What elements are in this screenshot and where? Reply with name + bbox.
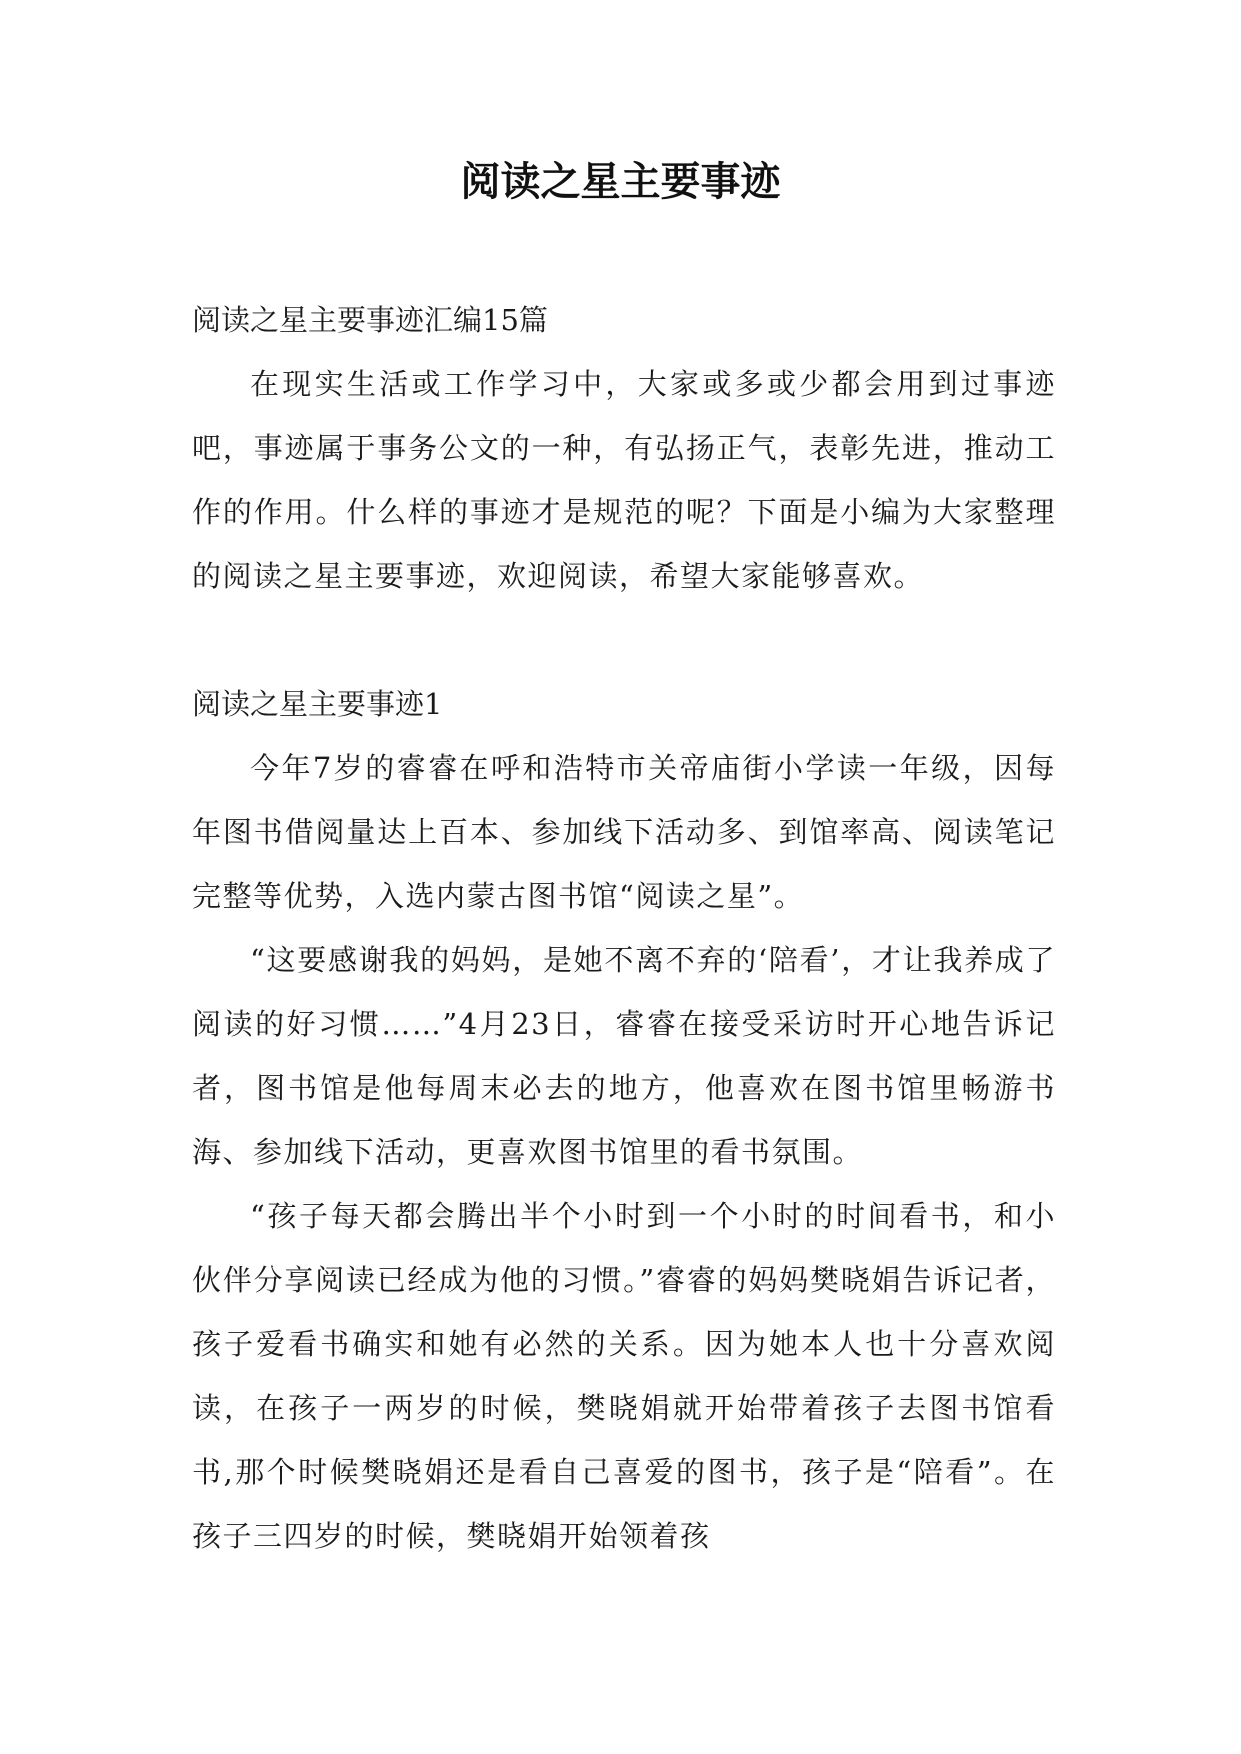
section-spacer (192, 608, 1056, 672)
intro-paragraph: 在现实生活或工作学习中，大家或多或少都会用到过事迹吧，事迹属于事务公文的一种，有弘扬正气，表彰先进，推动工作的作用。什么样的事迹才是规范的呢？下面是小编为大家整理的阅读之星主要事迹，欢迎阅读，希望大家能够喜欢。 (192, 367, 1056, 593)
section-heading: 阅读之星主要事迹1 (192, 687, 443, 721)
body-paragraph: “这要感谢我的妈妈，是她不离不弃的‘陪看’，才让我养成了阅读的好习惯……”4月23日，睿睿在接受采访时开心地告诉记者，图书馆是他每周末必去的地方，他喜欢在图书馆里畅游书海、参加线下活动，更喜欢图书馆里的看书氛围。 (192, 943, 1056, 1169)
document-body (192, 288, 1056, 1568)
page-title: 阅读之星主要事迹 (460, 158, 781, 205)
document-subtitle: 阅读之星主要事迹汇编15篇 (192, 303, 548, 337)
body-paragraph: “孩子每天都会腾出半个小时到一个小时的时间看书，和小伙伴分享阅读已经成为他的习惯。”睿睿的妈妈樊晓娟告诉记者，孩子爱看书确实和她有必然的关系。因为她本人也十分喜欢阅读，在孩子一两岁的时候，樊晓娟就开始带着孩子去图书馆看书,那个时候樊晓娟还是看自己喜爱的图书，孩子是“陪看”。在孩子三四岁的时候，樊晓娟开始领着孩 (192, 1199, 1056, 1553)
body-paragraph: 今年7岁的睿睿在呼和浩特市关帝庙街小学读一年级，因每年图书借阅量达上百本、参加线下活动多、到馆率高、阅读笔记完整等优势，入选内蒙古图书馆“阅读之星”。 (192, 751, 1056, 913)
